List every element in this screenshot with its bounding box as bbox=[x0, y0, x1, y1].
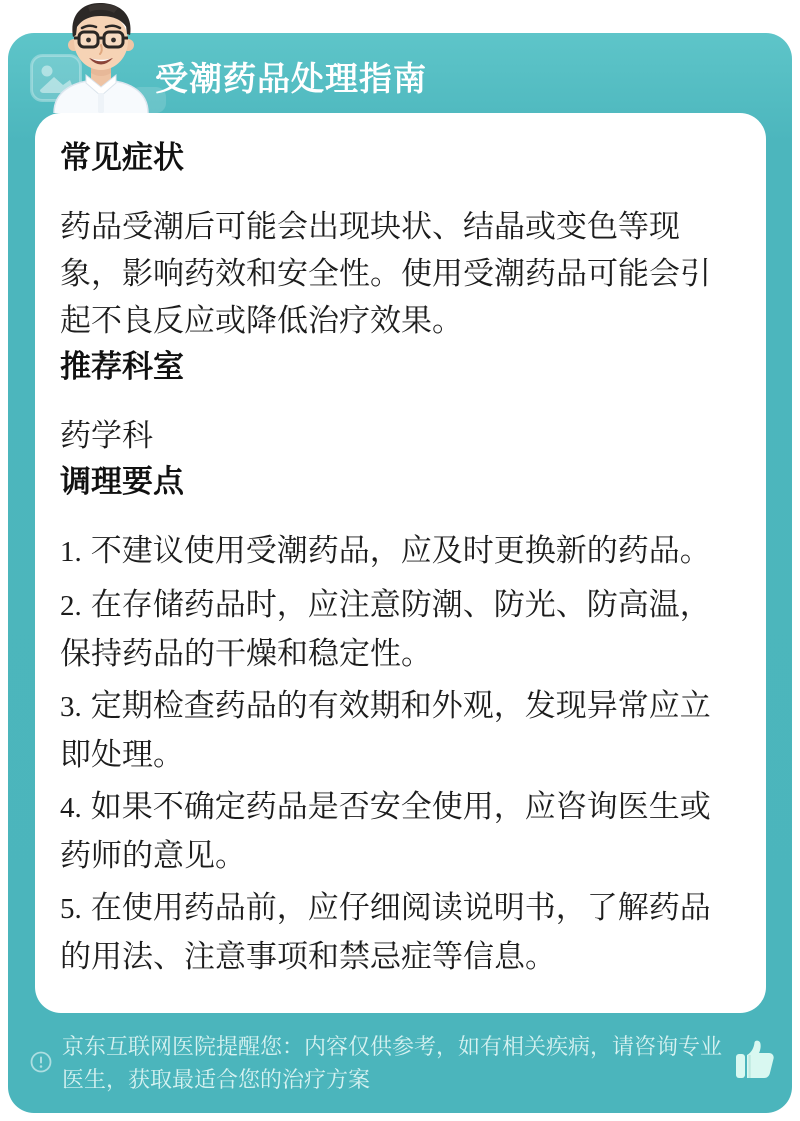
care-point-item bbox=[60, 581, 741, 677]
page-title: 受潮药品处理指南 bbox=[155, 60, 427, 97]
content-card bbox=[35, 113, 766, 1013]
info-circle-icon bbox=[30, 1051, 52, 1073]
care-point-item bbox=[60, 884, 741, 980]
item-text: 定期检查药品的有效期和外观，发现异常应立即处理。 bbox=[60, 688, 711, 772]
item-number: 2. bbox=[60, 590, 82, 622]
department-value: 药学科 bbox=[60, 418, 153, 453]
section-heading-department: 推荐科室 bbox=[60, 349, 184, 384]
care-point-item bbox=[60, 682, 741, 778]
care-point-item bbox=[60, 527, 741, 576]
item-text: 在使用药品前，应仔细阅读说明书，了解药品的用法、注意事项和禁忌症等信息。 bbox=[60, 890, 711, 974]
doctor-avatar bbox=[36, 1, 166, 113]
item-number: 1. bbox=[60, 536, 82, 568]
item-number: 5. bbox=[60, 893, 82, 925]
item-text: 不建议使用受潮药品，应及时更换新的药品。 bbox=[90, 533, 711, 568]
section-heading-symptoms: 常见症状 bbox=[60, 140, 184, 175]
item-number: 4. bbox=[60, 792, 82, 824]
care-point-item bbox=[60, 783, 741, 879]
thumbs-up-icon[interactable] bbox=[731, 1036, 779, 1084]
item-text: 在存储药品时，应注意防潮、防光、防高温，保持药品的干燥和稳定性。 bbox=[60, 587, 711, 671]
section-heading-care-points: 调理要点 bbox=[60, 464, 184, 499]
disclaimer-text: 京东互联网医院提醒您：内容仅供参考，如有相关疾病，请咨询专业医生，获取最适合您的治疗方案 bbox=[62, 1034, 723, 1092]
footer bbox=[0, 1028, 800, 1108]
item-text: 如果不确定药品是否安全使用，应咨询医生或药师的意见。 bbox=[60, 789, 711, 873]
symptoms-paragraph: 药品受潮后可能会出现块状、结晶或变色等现象，影响药效和安全性。使用受潮药品可能会引起不良反应或降低治疗效果。 bbox=[60, 209, 711, 338]
item-number: 3. bbox=[60, 691, 82, 723]
